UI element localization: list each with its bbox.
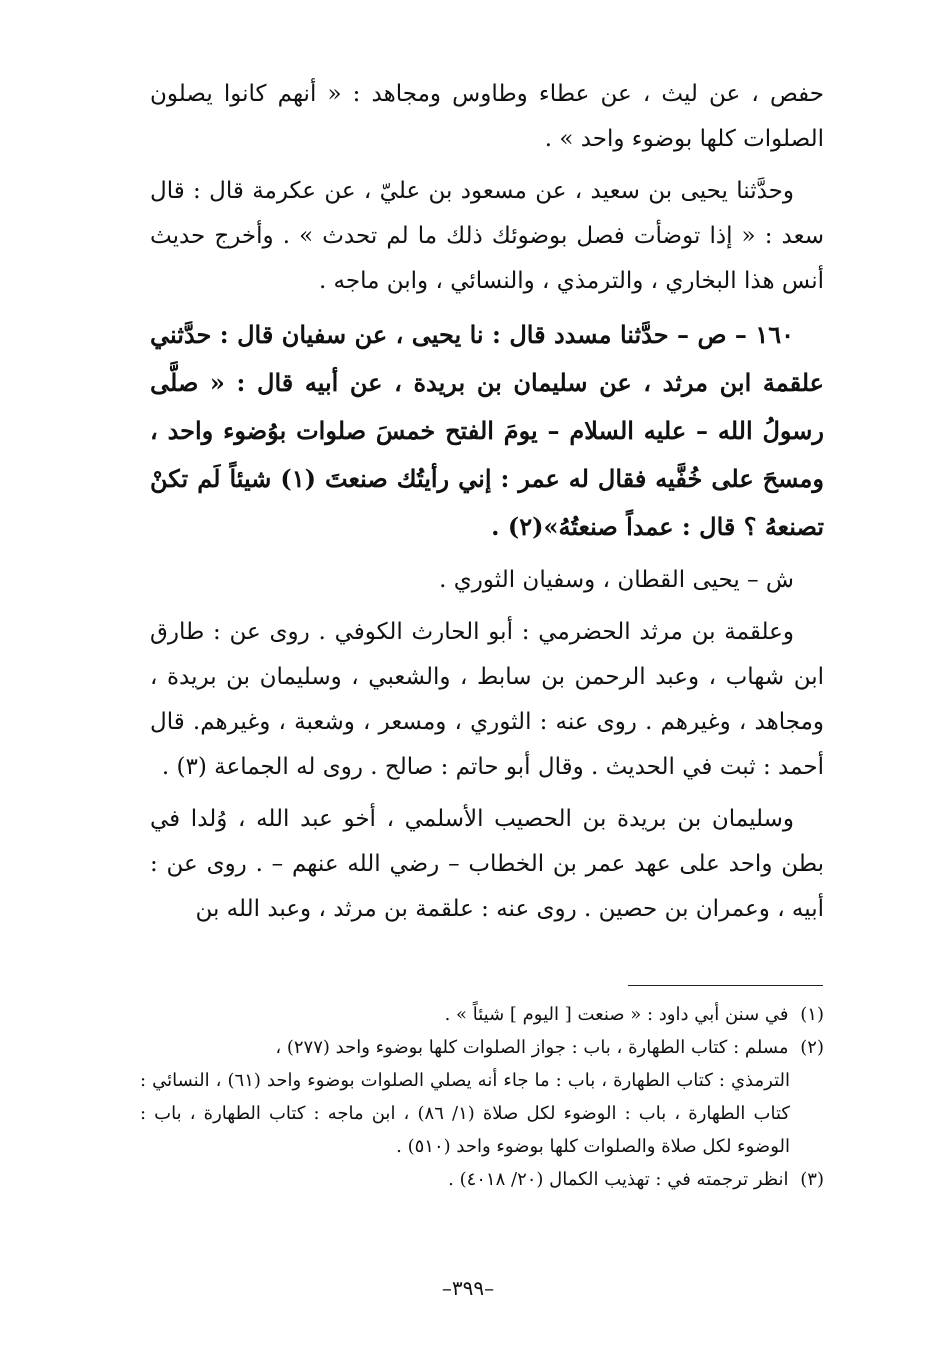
hadith-160: ١٦٠ – ص – حدَّثنا مسدد قال : نا يحيى ، عن سفيان قال : حدَّثني علقمة ابن مرثد ، عن سليمان بن بريدة ، عن أبيه قال : « صلَّى رسولُ الله – عليه السلام – يومَ الفتح خمسَ صلوات بوُضوء واحد ، ومسحَ على خُفَّيه فقال له عمر : إني رأيتُك صنعتَ (١) شيئاً لَم تكنْ تصنعهُ ؟ قال : عمداً صنعتُهُ»(٢) . [150,320,824,541]
footnote-text: انظر ترجمته في : تهذيب الكمال (٢٠/ ٤٠١٨) . [448,1169,789,1190]
footnote-divider [628,985,823,986]
paragraph-sharh: ش – يحيى القطان ، وسفيان الثوري . [439,567,794,593]
footnote-number: (١) [800,1004,824,1025]
page-number: –٣٩٩– [441,1276,495,1300]
paragraph-sulayman-bio: وسليمان بن بريدة بن الحصيب الأسلمي ، أخو عبد الله ، وُلدا في بطن واحد على عهد عمر بن الخطاب – رضي الله عنهم – . روى عن : أبيه ، وعمران بن حصين . روى عنه : علقمة بن مرثد ، وعبد الله بن [150,806,824,922]
footnote-number: (٣) [800,1169,824,1190]
footnote-1 [140,998,824,1031]
paragraph-continuation: حفص ، عن ليث ، عن عطاء وطاوس ومجاهد : « أنهم كانوا يصلون الصلوات كلها بوضوء واحد » . [150,81,824,152]
footnotes [140,998,824,1196]
main-text [150,72,824,939]
paragraph-alqama-bio: وعلقمة بن مرثد الحضرمي : أبو الحارث الكوفي . روى عن : طارق ابن شهاب ، وعبد الرحمن بن سابط ، والشعبي ، وسليمان بن بريدة ، ومجاهد ، وغيرهم . روى عنه : الثوري ، ومسعر ، وشعبة ، وغيرهم. قال أحمد : ثبت في الحديث . وقال أبو حاتم : صالح . روى له الجماعة (٣) . [150,619,824,780]
footnote-text: في سنن أبي داود : « صنعت [ اليوم ] شيئاً » . [444,1004,789,1025]
footnote-number: (٢) [800,1037,824,1058]
paragraph-ikrima: وحدَّثنا يحيى بن سعيد ، عن مسعود بن عليّ ، عن عكرمة قال : قال سعد : « إذا توضأت فصل بوضوئك ذلك ما لم تحدث » . وأخرج حديث أنس هذا البخاري ، والترمذي ، والنسائي ، وابن ماجه . [150,178,824,294]
footnote-3 [140,1163,824,1196]
footnote-2-continuation: الترمذي : كتاب الطهارة ، باب : ما جاء أنه يصلي الصلوات بوضوء واحد (٦١) ، النسائي : كتاب الطهارة ، باب : الوضوء لكل صلاة (١/ ٨٦) ، ابن ماجه : كتاب الطهارة ، باب : الوضوء لكل صلاة والصلوات كلها بوضوء واحد (٥١٠) . [140,1070,790,1157]
footnote-text: مسلم : كتاب الطهارة ، باب : جواز الصلوات كلها بوضوء واحد (٢٧٧) ، [275,1037,789,1058]
footnote-2 [140,1031,824,1064]
